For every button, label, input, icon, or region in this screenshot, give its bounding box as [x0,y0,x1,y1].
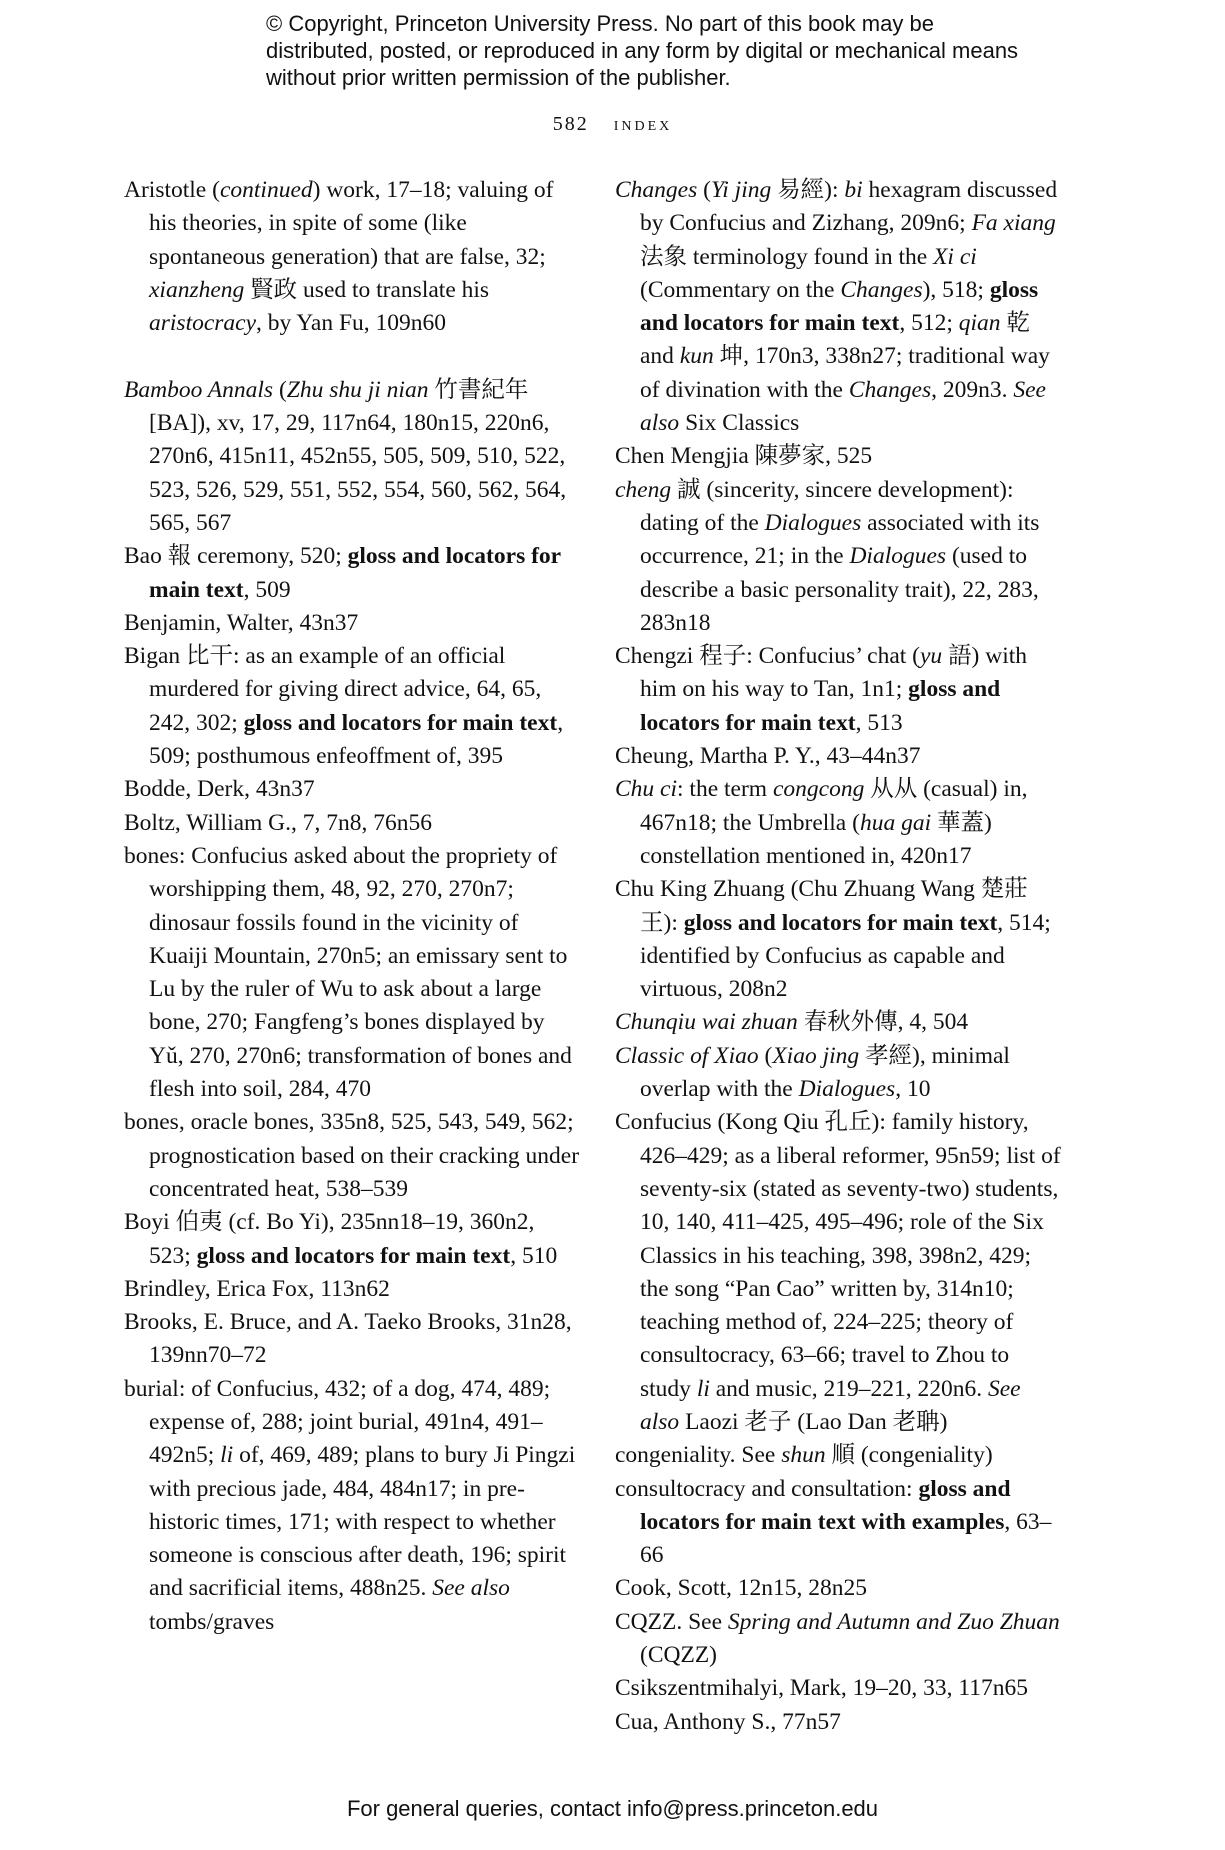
index-entry-text: Chu King Zhuang (Chu Zhuang Wang 楚莊王): [615,876,1028,936]
index-entry-text: xianzheng [149,276,245,303]
index-entry-text: ( [273,376,287,403]
index-entry-text: See also [432,1575,510,1602]
index-entry-text: 語) with him on his way to Tan, 1n1; [640,643,1028,703]
index-entry-text: Xi ci [933,243,977,270]
index-entry [124,374,580,540]
index-entry [124,807,580,840]
index-entry-text: and music, 219–221, 220n6. [709,1375,988,1402]
index-entry [615,1473,1063,1573]
index-entry-text: ), 518; [922,276,990,303]
index-entry-text: continued [219,177,313,203]
index-entry [615,1106,1063,1439]
index-column-left [124,174,580,1639]
index-entry-text: congcong [772,776,865,803]
index-entry-text: 坤, 170n3, 338n27; traditional way of divination with the [640,343,1050,403]
index-entry-text: Boltz, William G., 7, 7n8, 76n56 [124,809,433,836]
index-entry-text: 易經): [771,177,845,203]
index-entry-text: Zhu shu ji nian [286,376,429,403]
index-entry-text: , 513 [855,709,903,736]
index-entry-text: li [696,1375,710,1402]
index-entry [615,1439,1063,1472]
index-entry-text: (Commentary on the [640,276,841,303]
index-entry-text: gloss and locators for main text [243,709,558,736]
page-number: 582 [552,113,589,135]
index-entry-text: ) work, 17–18; valuing of his theories, in spite of some (like spontaneous generation) that are false, 32; [149,177,554,270]
index-entry-text: 華蓋) constellation mentioned in, 420n17 [640,809,992,869]
running-head [0,113,1225,136]
index-entry [124,1373,580,1639]
index-entry-text: ( [697,177,711,203]
index-entry-text: Fa xiang [971,210,1056,237]
index-entry [615,174,1063,440]
index-entry-text: gloss and locators for main text [640,276,1039,337]
index-entry [615,1672,1063,1705]
index-entry [615,773,1063,873]
index-entry [124,1306,580,1373]
index-entry [124,540,580,607]
index-entry-text: Csikszentmihalyi, Mark, 19–20, 33, 117n65 [615,1675,1028,1702]
index-entry-text: Spring and Autumn and Zuo Zhuan [727,1608,1060,1635]
index-entry-text: Changes [848,376,932,403]
index-entry-text: bi [844,177,863,203]
index-entry-text: qian [958,310,1001,337]
index-entry-text: (used to describe a basic personality trait), 22, 283, 283n18 [640,543,1039,636]
index-entry-text: aristocracy [149,310,257,337]
index-entry [124,174,580,340]
index-entry-text: li [220,1442,234,1469]
index-entry-text: , by Yan Fu, 109n60 [256,310,447,337]
index-entry [615,440,1063,473]
index-entry [124,640,580,773]
index-entry-text: hua gai [859,809,932,836]
index-entry-text: : the term [677,776,773,803]
index-entry-text: Dialogues [849,543,947,570]
index-entry-text: See also [640,376,1046,437]
index-entry-text: 法象 terminology found in the [640,243,934,270]
index-entry-text: Brooks, E. Bruce, and A. Taeko Brooks, 31n28, 139nn70–72 [124,1309,572,1369]
index-entry-text: Benjamin, Walter, 43n37 [124,609,359,636]
index-entry-text: Aristotle ( [124,177,220,203]
index-entry-text: gloss and locators for main text [683,909,998,936]
index-entry [615,1040,1063,1107]
index-entry-text: Chengzi 程子: Confucius’ chat ( [615,643,920,670]
index-entry-text: bones: Confucius asked about the propriety of worshipping them, 48, 92, 270, 270n7; dinosaur fossils found in the vicinity of Kuaiji Mountain, 270n5; an emissary sent to Lu by the ruler of Wu to ask about a large bone, 270; Fangfeng’s bones displayed by Yǔ, 270, 270n6; transformation of bones and flesh into soil, 284, 470 [124,842,572,1103]
index-entry-text: CQZZ. See [615,1608,728,1635]
index-entry-text: gloss and locators for main text [640,676,1001,736]
index-entry-text: ( [758,1042,773,1069]
index-entry-text: Laozi 老子 (Lao Dan 老聃) [679,1408,948,1435]
index-entry-text: Yi jing [710,177,772,203]
index-entry-text: 春秋外傳, 4, 504 [797,1009,969,1036]
index-entry-text: consultocracy and consultation: [615,1475,919,1502]
copyright-notice: © Copyright, Princeton University Press. No part of this book may be distributed, posted, or reproduced in any form by digital or mechanical means without prior written permission of the publisher. [266,11,1019,90]
index-column-right [615,174,1063,1739]
index-entry-text: shun [781,1442,826,1469]
index-entry-text: Confucius (Kong Qiu 孔丘): family history, 426–429; as a liberal reformer, 95n59; list of seventy-six (stated as seventy-two) students, 10, 140, 411–425, 495–496; role of the Six Classics in his teaching, 398, 398n2, 429; the song “Pan Cao” written by, 314n10; teaching method of, 224–225; theory of consultocracy, 63–66; travel to Zhou to study [615,1109,1061,1402]
footer-contact: For general queries, contact info@press.princeton.edu [346,1796,879,1821]
index-entry-text: 孝經), minimal overlap with the [640,1042,1010,1103]
index-entry [615,1006,1063,1039]
index-entry [124,773,580,806]
index-entry-text: Dialogues [764,509,862,536]
index-entry-text: hexagram discussed by Confucius and Zizhang, 209n6; [640,177,1058,237]
index-entry-text: 賢政 used to translate his [244,276,490,303]
index-entry [615,1706,1063,1739]
index-entry-text: , 514; identified by Confucius as capable and virtuous, 208n2 [640,909,1051,1003]
index-entry-text: Chu ci [615,776,678,803]
index-entry-text: of, 469, 489; plans to bury Ji Pingzi with precious jade, 484, 484n17; in pre-historic times, 171; with respect to whether someone is conscious after death, 196; spirit and sacrificial items, 488n25. [149,1442,576,1602]
index-entry-text: kun [679,343,714,370]
index-entry-text: 乾 and [640,310,1030,370]
index-entry-text: Cua, Anthony S., 77n57 [615,1708,841,1735]
index-entry-text: Changes [615,177,698,203]
index-entry-text: , 10 [895,1076,931,1103]
index-entry [615,1572,1063,1605]
index-entry-text: Bamboo Annals [124,376,274,403]
index-entry [124,1206,580,1273]
index-entry-text: (CQZZ) [640,1642,718,1669]
index-entry-text: gloss and locators for main text [196,1242,511,1269]
index-entry-text: associated with its occurrence, 21; in the [640,509,1040,570]
index-entry-text: Chen Mengjia 陳夢家, 525 [615,443,873,470]
index-entry [124,840,580,1106]
index-entry [615,740,1063,773]
index-entry-text: 竹書紀年 [BA]), xv, 17, 29, 117n64, 180n15, 220n6, 270n6, 415n11, 452n55, 505, 509, 510, 522, 523, 526, 529, 551, 552, 554, 560, 562, 564, 565, 567 [149,376,567,536]
index-entry-text: tombs/graves [149,1608,275,1635]
index-entry-text: , 512; [899,310,959,337]
index-entry [615,474,1063,640]
index-entry-text: Xiao jing [772,1042,860,1069]
index-entry-text: Classic of Xiao [615,1042,759,1069]
index-entry-text: , 209n3. [931,376,1014,403]
index-entry-text: , 509; posthumous enfeoffment of, 395 [149,709,564,770]
index-entry [615,640,1063,740]
index-entry-text: gloss and locators for main text [149,543,561,603]
index-entry-text: Bao 報 ceremony, 520; [124,543,348,570]
section-title: index [613,113,673,135]
index-entry-text: 从从 (casual) in, 467n18; the Umbrella ( [640,776,1028,836]
index-entry-text: Six Classics [679,410,800,437]
index-entry-text: bones, oracle bones, 335n8, 525, 543, 549, 562; prognostication based on their cracking under concentrated heat, 538–539 [124,1109,580,1202]
index-entry [124,1106,580,1206]
index-entry-text: Bigan 比干: as an example of an official murdered for giving direct advice, 64, 65, 242, 302; [124,643,542,736]
index-entry-text: yu [920,643,943,670]
index-entry-text: Dialogues [798,1076,896,1103]
index-entry-text: gloss and locators for main text with examples [640,1475,1011,1535]
index-entry-text: Bodde, Derk, 43n37 [124,776,315,803]
index-entry-text: 順 (congeniality) [825,1442,993,1469]
index-entry-text: See also [640,1375,1021,1435]
index-entry [615,873,1063,1006]
index-entry-text: cheng [615,476,672,503]
index-entry-text: Chunqiu wai zhuan [615,1009,798,1036]
index-entry-text: , 509 [243,576,291,603]
index-entry-text: Cheung, Martha P. Y., 43–44n37 [615,743,921,770]
index-entry-text: 誠 (sincerity, sincere development): dating of the [640,476,1014,536]
index-entry-text: burial: of Confucius, 432; of a dog, 474, 489; expense of, 288; joint burial, 491n4, 491–492n5; [124,1375,551,1469]
index-entry [124,607,580,640]
index-entry-text: Brindley, Erica Fox, 113n62 [124,1275,390,1302]
index-entry-text: congeniality. See [615,1442,782,1469]
index-entry [615,1606,1063,1673]
index-entry-text: Cook, Scott, 12n15, 28n25 [615,1575,867,1602]
index-entry-text: Boyi 伯夷 (cf. Bo Yi), 235nn18–19, 360n2, 523; [124,1209,535,1269]
index-entry-text: , 510 [510,1242,558,1269]
letter-section-gap [124,340,580,373]
index-entry [124,1273,580,1306]
index-entry-text: Changes [840,276,923,303]
index-entry-text: , 63–66 [640,1508,1052,1569]
